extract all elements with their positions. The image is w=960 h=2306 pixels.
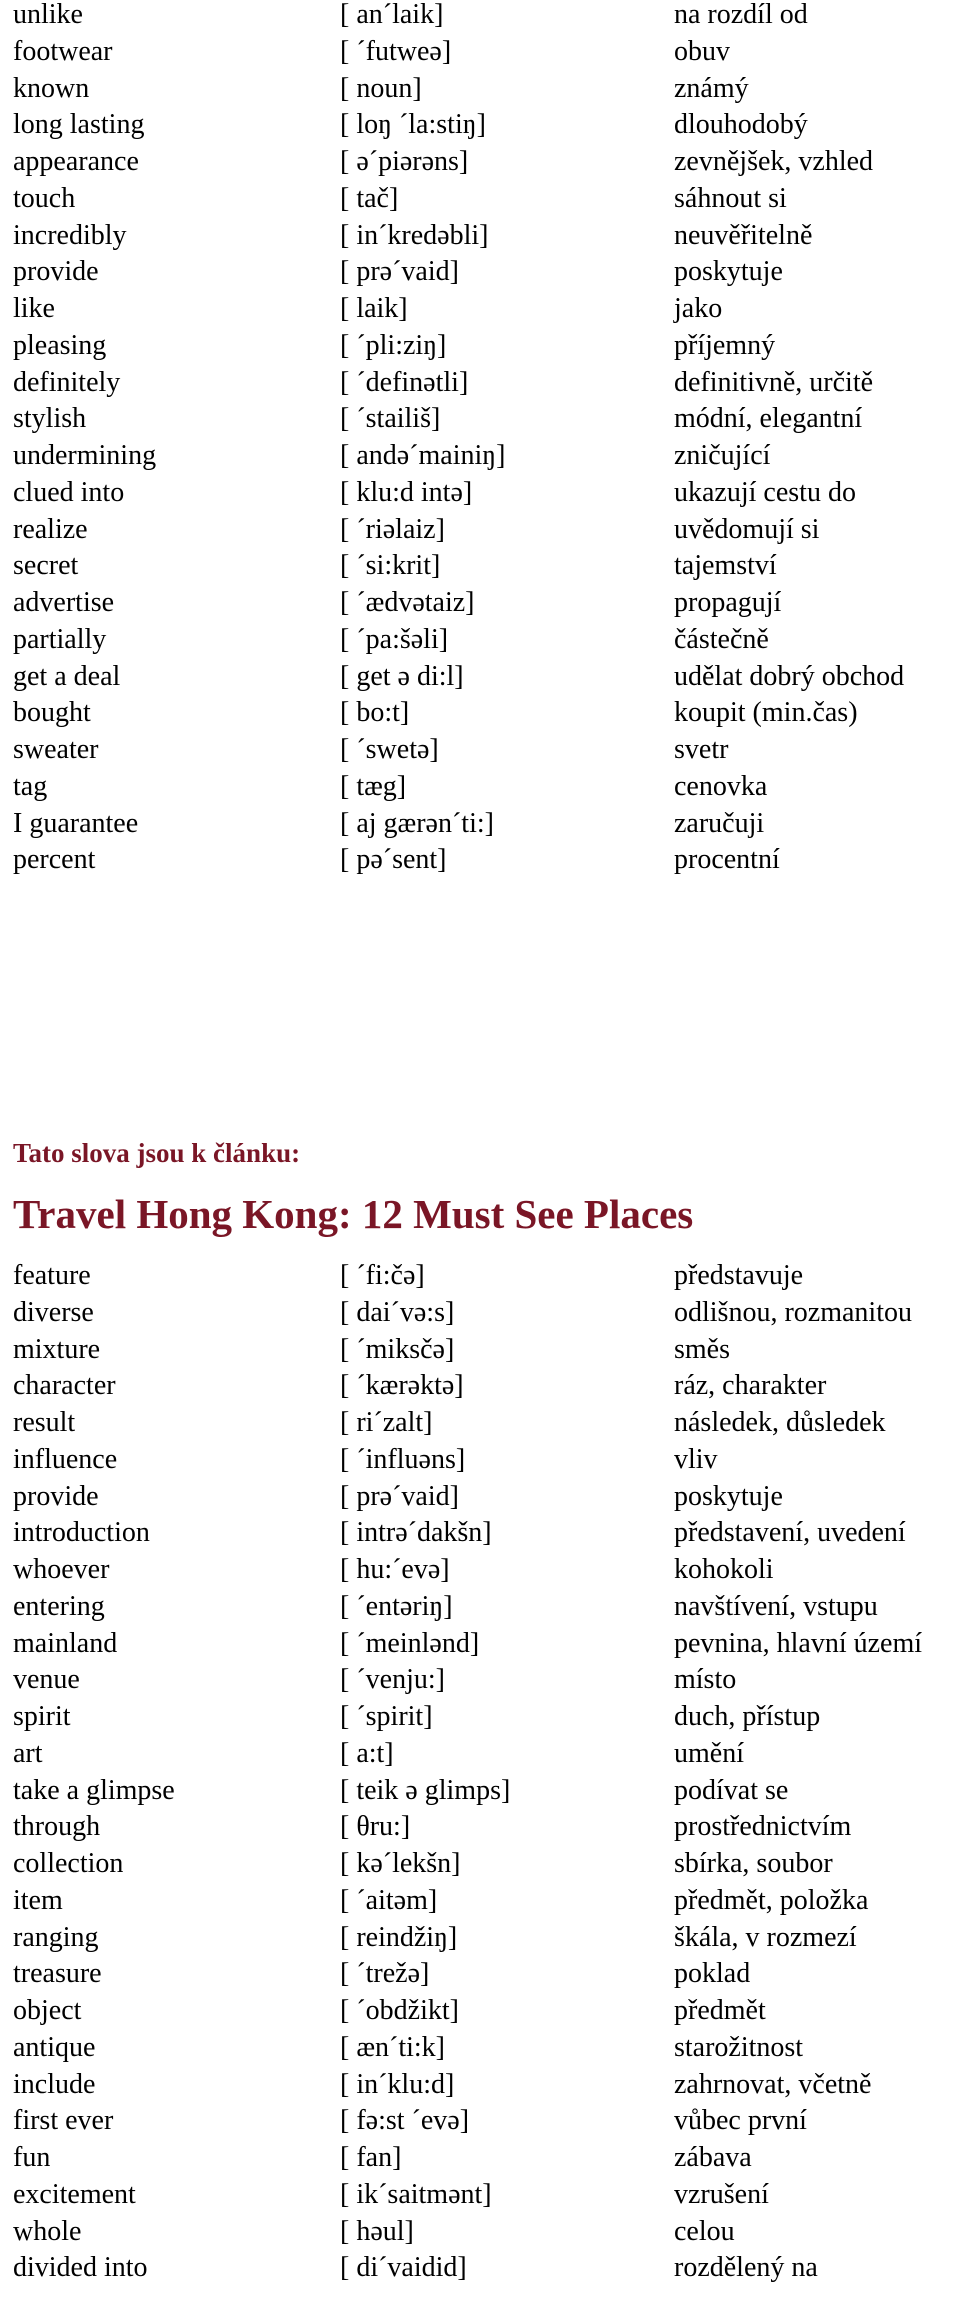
- article-title: Travel Hong Kong: 12 Must See Places: [13, 1191, 694, 1237]
- czech-translation: zničující: [674, 440, 771, 471]
- vocab-row: [0, 1773, 960, 1810]
- czech-translation: navštívení, vstupu: [674, 1590, 878, 1622]
- english-word: clued into: [13, 476, 125, 508]
- czech-translation: duch, přístup: [674, 1701, 821, 1732]
- vocab-row: [0, 107, 960, 144]
- vocab-row: [0, 181, 960, 218]
- english-word: ranging: [13, 1921, 99, 1953]
- phonetic-transcription: [ prə´vaid]: [340, 256, 459, 288]
- phonetic-transcription: [ ´venju:]: [340, 1664, 445, 1696]
- phonetic-transcription: [ di´vaidid]: [340, 2252, 467, 2284]
- czech-translation: koupit (min.čas): [674, 697, 858, 729]
- vocab-row: [0, 328, 960, 365]
- czech-translation: předmět, položka: [674, 1884, 869, 1916]
- vocab-row: [0, 34, 960, 71]
- phonetic-transcription: [ loŋ ´la:stiŋ]: [340, 109, 486, 141]
- phonetic-transcription: [ noun]: [340, 72, 422, 104]
- vocab-row: [0, 1368, 960, 1405]
- czech-translation: škála, v rozmezí: [674, 1921, 857, 1953]
- english-word: spirit: [13, 1701, 71, 1732]
- vocab-row: [0, 2177, 960, 2214]
- vocab-row: [0, 2103, 960, 2140]
- czech-translation: dlouhodobý: [674, 109, 808, 141]
- vocab-row: [0, 1626, 960, 1663]
- vocab-row: [0, 622, 960, 659]
- phonetic-transcription: [ ´aitəm]: [340, 1884, 438, 1916]
- english-word: first ever: [13, 2105, 114, 2137]
- czech-translation: sbírka, soubor: [674, 1848, 833, 1879]
- english-word: bought: [13, 697, 91, 729]
- phonetic-transcription: [ həul]: [340, 2215, 414, 2247]
- phonetic-transcription: [ in´kredəbli]: [340, 219, 489, 251]
- phonetic-transcription: [ tæg]: [340, 770, 407, 802]
- phonetic-transcription: [ reindžiŋ]: [340, 1921, 458, 1953]
- czech-translation: poskytuje: [674, 256, 783, 288]
- czech-translation: ráz, charakter: [674, 1370, 827, 1402]
- vocab-row: [0, 254, 960, 291]
- vocab-row: [0, 1920, 960, 1957]
- czech-translation: obuv: [674, 35, 730, 67]
- vocab-row: [0, 732, 960, 769]
- english-word: sweater: [13, 734, 99, 765]
- section-subheading: Tato slova jsou k článku:: [13, 1138, 301, 1168]
- czech-translation: odlišnou, rozmanitou: [674, 1296, 912, 1328]
- vocab-row: [0, 291, 960, 328]
- vocab-row: [0, 1515, 960, 1552]
- english-word: known: [13, 72, 90, 104]
- phonetic-transcription: [ dai´və:s]: [340, 1296, 455, 1328]
- vocab-row: [0, 1552, 960, 1589]
- phonetic-transcription: [ ´si:krit]: [340, 550, 441, 582]
- english-word: take a glimpse: [13, 1774, 175, 1806]
- phonetic-transcription: [ fan]: [340, 2142, 402, 2173]
- english-word: diverse: [13, 1296, 94, 1328]
- english-word: incredibly: [13, 219, 127, 251]
- czech-translation: udělat dobrý obchod: [674, 660, 905, 692]
- czech-translation: jako: [674, 293, 723, 324]
- english-word: collection: [13, 1848, 124, 1879]
- english-word: divided into: [13, 2252, 148, 2284]
- english-word: touch: [13, 182, 76, 214]
- vocab-row: [0, 695, 960, 732]
- phonetic-transcription: [ tač]: [340, 182, 399, 214]
- czech-translation: cenovka: [674, 770, 768, 802]
- english-word: partially: [13, 623, 107, 655]
- english-word: introduction: [13, 1517, 150, 1549]
- czech-translation: částečně: [674, 623, 769, 655]
- english-word: antique: [13, 2031, 96, 2063]
- czech-translation: na rozdíl od: [674, 0, 808, 30]
- english-word: secret: [13, 550, 79, 582]
- english-word: pleasing: [13, 329, 107, 361]
- phonetic-transcription: [ æn´ti:k]: [340, 2031, 445, 2063]
- phonetic-transcription: [ a:t]: [340, 1737, 394, 1769]
- english-word: like: [13, 293, 55, 324]
- english-word: result: [13, 1407, 76, 1438]
- phonetic-transcription: [ teik ə glimps]: [340, 1774, 511, 1806]
- vocab-row: [0, 475, 960, 512]
- vocab-row: [0, 2214, 960, 2251]
- english-word: mainland: [13, 1627, 118, 1659]
- english-word: long lasting: [13, 109, 145, 141]
- vocab-row: [0, 1993, 960, 2030]
- vocab-row: [0, 1258, 960, 1295]
- phonetic-transcription: [ ´pa:šəli]: [340, 623, 449, 655]
- czech-translation: uvědomují si: [674, 513, 820, 545]
- vocab-row: [0, 1736, 960, 1773]
- phonetic-transcription: [ θru:]: [340, 1811, 411, 1843]
- vocab-row: [0, 659, 960, 696]
- vocab-row: [0, 1846, 960, 1883]
- phonetic-transcription: [ ´influəns]: [340, 1443, 466, 1475]
- vocab-row: [0, 0, 960, 34]
- phonetic-transcription: [ ´futweə]: [340, 35, 452, 67]
- english-word: I guarantee: [13, 807, 139, 839]
- english-word: tag: [13, 770, 48, 802]
- vocab-row: [0, 1442, 960, 1479]
- english-word: mixture: [13, 1333, 101, 1365]
- phonetic-transcription: [ kə´lekšn]: [340, 1848, 461, 1879]
- czech-translation: ukazují cestu do: [674, 476, 856, 508]
- phonetic-transcription: [ ´swetə]: [340, 734, 439, 765]
- czech-translation: zevnějšek, vzhled: [674, 146, 874, 177]
- english-word: item: [13, 1884, 63, 1916]
- english-word: art: [13, 1737, 43, 1769]
- vocab-row: [0, 1589, 960, 1626]
- phonetic-transcription: [ ´entəriŋ]: [340, 1590, 453, 1622]
- english-word: footwear: [13, 35, 113, 67]
- phonetic-transcription: [ andə´mainiŋ]: [340, 440, 506, 471]
- english-word: treasure: [13, 1958, 102, 1990]
- english-word: venue: [13, 1664, 80, 1696]
- english-word: provide: [13, 1480, 99, 1512]
- english-word: appearance: [13, 146, 139, 177]
- english-word: stylish: [13, 403, 87, 435]
- phonetic-transcription: [ bo:t]: [340, 697, 410, 729]
- vocab-row: [0, 1405, 960, 1442]
- phonetic-transcription: [ ri´zalt]: [340, 1407, 433, 1438]
- czech-translation: místo: [674, 1664, 737, 1696]
- vocab-row: [0, 2067, 960, 2104]
- czech-translation: zahrnovat, včetně: [674, 2068, 872, 2100]
- phonetic-transcription: [ prə´vaid]: [340, 1480, 459, 1512]
- czech-translation: prostřednictvím: [674, 1811, 852, 1843]
- czech-translation: pevnina, hlavní území: [674, 1627, 923, 1659]
- czech-translation: zábava: [674, 2142, 752, 2173]
- english-word: influence: [13, 1443, 118, 1475]
- czech-translation: celou: [674, 2215, 735, 2247]
- phonetic-transcription: [ aj gærən´ti:]: [340, 807, 494, 839]
- phonetic-transcription: [ intrə´dakšn]: [340, 1517, 492, 1549]
- vocab-row: [0, 2250, 960, 2287]
- czech-translation: kohokoli: [674, 1554, 774, 1585]
- phonetic-transcription: [ ´miksčə]: [340, 1333, 455, 1365]
- english-word: excitement: [13, 2178, 136, 2210]
- czech-translation: podívat se: [674, 1774, 789, 1806]
- czech-translation: vzrušení: [674, 2178, 769, 2210]
- czech-translation: umění: [674, 1737, 744, 1769]
- vocab-row: [0, 1479, 960, 1516]
- vocab-row: [0, 1883, 960, 1920]
- phonetic-transcription: [ in´klu:d]: [340, 2068, 455, 2100]
- czech-translation: neuvěřitelně: [674, 219, 813, 251]
- phonetic-transcription: [ get ə di:l]: [340, 660, 464, 692]
- vocab-row: [0, 1332, 960, 1369]
- english-word: include: [13, 2068, 96, 2100]
- english-word: definitely: [13, 366, 121, 398]
- czech-translation: poskytuje: [674, 1480, 783, 1512]
- vocab-row: [0, 769, 960, 806]
- vocab-row: [0, 2030, 960, 2067]
- phonetic-transcription: [ ´trežə]: [340, 1958, 430, 1990]
- phonetic-transcription: [ klu:d intə]: [340, 476, 473, 508]
- english-word: entering: [13, 1590, 105, 1622]
- phonetic-transcription: [ ´ædvətaiz]: [340, 587, 475, 618]
- czech-translation: vliv: [674, 1443, 718, 1475]
- english-word: whole: [13, 2215, 82, 2247]
- vocab-row: [0, 842, 960, 879]
- english-word: percent: [13, 844, 96, 876]
- czech-translation: tajemství: [674, 550, 777, 582]
- phonetic-transcription: [ hu:´evə]: [340, 1554, 450, 1585]
- czech-translation: předmět: [674, 1995, 766, 2026]
- english-word: advertise: [13, 587, 115, 618]
- vocabulary-table-2: [0, 1258, 960, 2287]
- vocab-row: [0, 71, 960, 108]
- phonetic-transcription: [ ´stailiš]: [340, 403, 441, 435]
- phonetic-transcription: [ ´riəlaiz]: [340, 513, 445, 545]
- phonetic-transcription: [ ´kærəktə]: [340, 1370, 464, 1402]
- vocab-row: [0, 438, 960, 475]
- czech-translation: známý: [674, 72, 749, 104]
- english-word: whoever: [13, 1554, 110, 1585]
- czech-translation: svetr: [674, 734, 729, 765]
- vocab-row: [0, 218, 960, 255]
- english-word: character: [13, 1370, 116, 1402]
- phonetic-transcription: [ ´pli:ziŋ]: [340, 329, 447, 361]
- vocab-row: [0, 1699, 960, 1736]
- english-word: feature: [13, 1260, 91, 1291]
- phonetic-transcription: [ ´obdžikt]: [340, 1995, 459, 2026]
- english-word: object: [13, 1995, 82, 2026]
- english-word: provide: [13, 256, 99, 288]
- phonetic-transcription: [ laik]: [340, 293, 408, 324]
- vocab-row: [0, 548, 960, 585]
- english-word: realize: [13, 513, 88, 545]
- phonetic-transcription: [ ´fi:čə]: [340, 1260, 425, 1291]
- english-word: get a deal: [13, 660, 121, 692]
- vocab-row: [0, 144, 960, 181]
- czech-translation: starožitnost: [674, 2031, 804, 2063]
- vocab-row: [0, 1295, 960, 1332]
- vocab-row: [0, 401, 960, 438]
- english-word: through: [13, 1811, 101, 1843]
- czech-translation: procentní: [674, 844, 780, 876]
- vocab-row: [0, 2140, 960, 2177]
- english-word: undermining: [13, 440, 157, 471]
- czech-translation: příjemný: [674, 329, 776, 361]
- vocab-row: [0, 1809, 960, 1846]
- english-word: fun: [13, 2142, 51, 2173]
- phonetic-transcription: [ fə:st ´evə]: [340, 2105, 470, 2137]
- vocab-row: [0, 512, 960, 549]
- phonetic-transcription: [ ə´piərəns]: [340, 146, 469, 177]
- vocab-row: [0, 1662, 960, 1699]
- vocabulary-table-1: [0, 0, 960, 879]
- phonetic-transcription: [ ´definətli]: [340, 366, 469, 398]
- czech-translation: módní, elegantní: [674, 403, 863, 435]
- phonetic-transcription: [ an´laik]: [340, 0, 444, 30]
- czech-translation: rozdělený na: [674, 2252, 818, 2284]
- phonetic-transcription: [ pə´sent]: [340, 844, 447, 876]
- phonetic-transcription: [ ´meinlənd]: [340, 1627, 480, 1659]
- phonetic-transcription: [ ´spirit]: [340, 1701, 433, 1732]
- czech-translation: definitivně, určitě: [674, 366, 874, 398]
- czech-translation: sáhnout si: [674, 182, 787, 214]
- czech-translation: představení, uvedení: [674, 1517, 906, 1549]
- czech-translation: vůbec první: [674, 2105, 807, 2137]
- czech-translation: propagují: [674, 587, 782, 618]
- czech-translation: představuje: [674, 1260, 804, 1291]
- czech-translation: poklad: [674, 1958, 751, 1990]
- vocab-row: [0, 585, 960, 622]
- czech-translation: následek, důsledek: [674, 1407, 886, 1438]
- vocab-row: [0, 365, 960, 402]
- czech-translation: zaručuji: [674, 807, 765, 839]
- phonetic-transcription: [ ik´saitmənt]: [340, 2178, 492, 2210]
- czech-translation: směs: [674, 1333, 730, 1365]
- english-word: unlike: [13, 0, 83, 30]
- vocab-row: [0, 1956, 960, 1993]
- vocab-row: [0, 806, 960, 843]
